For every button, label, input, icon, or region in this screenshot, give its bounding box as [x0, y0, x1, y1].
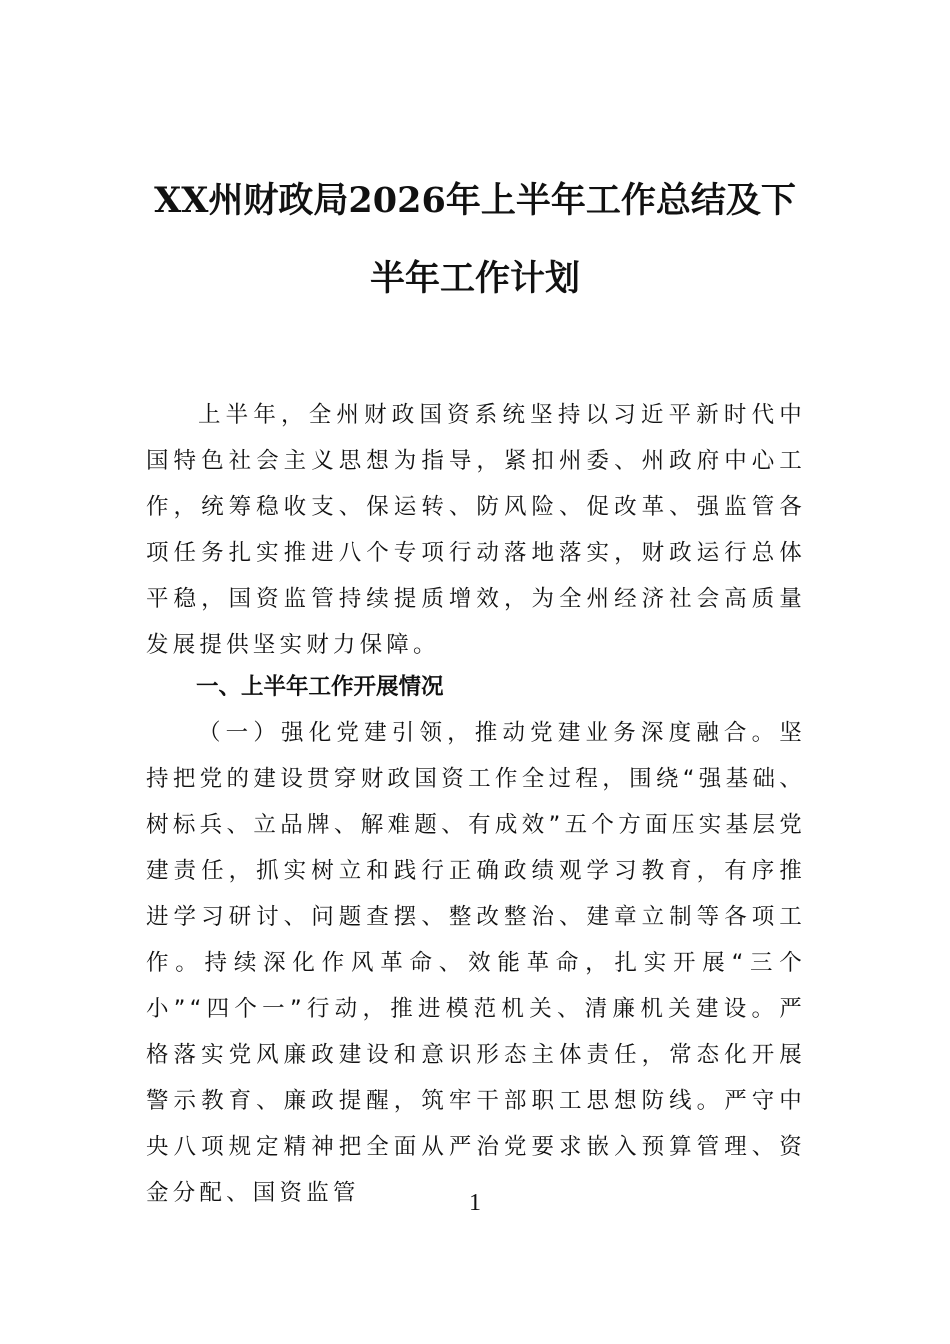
document-title [130, 162, 820, 318]
intro-paragraph: 上半年，全州财政国资系统坚持以习近平新时代中国特色社会主义思想为指导，紧扣州委、州政府中心工作，统筹稳收支、保运转、防风险、促改革、强监管各项任务扎实推进八个专项行动落地落实，财政运行总体平稳，国资监管持续提质增效，为全州经济社会高质量发展提供坚实财力保障。 [146, 402, 806, 658]
title-line-2: 半年工作计划 [369, 258, 580, 299]
subsection-1-lead: （一）强化党建引领，推动党建业务深度融合。 [198, 720, 780, 746]
page-number: 1 [469, 1190, 481, 1216]
title-line-1: XX州财政局2026年上半年工作总结及下 [154, 180, 796, 221]
subsection-1-body: 坚持把党的建设贯穿财政国资工作全过程，围绕“强基础、树标兵、立品牌、解难题、有成效”五个方面压实基层党建责任，抓实树立和践行正确政绩观学习教育，有序推进学习研讨、问题查摆、整改整治、建章立制等各项工作。持续深化作风革命、效能革命，扎实开展“三个小”“四个一”行动，推进模范机关、清廉机关建设。严格落实党风廉政建设和意识形态主体责任，常态化开展警示教育、廉政提醒，筑牢干部职工思想防线。严守中央八项规定精神把全面从严治党要求嵌入预算管理、资金分配、国资监管 [146, 720, 806, 1206]
section-heading-1: 一、上半年工作开展情况 [196, 674, 444, 700]
subsection-1-paragraph [146, 710, 806, 1216]
